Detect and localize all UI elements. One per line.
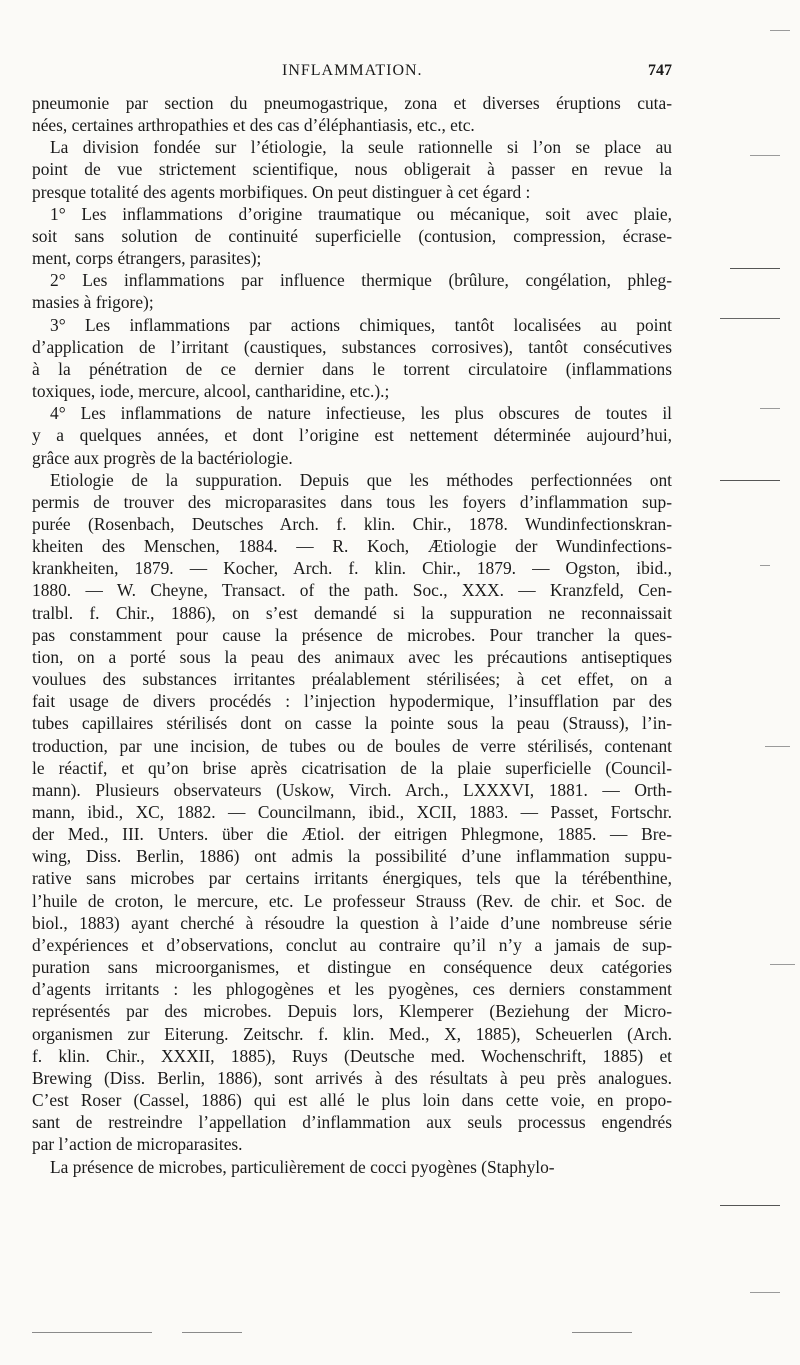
paragraph [32,136,672,202]
footer-mark [32,1332,152,1333]
margin-mark [760,565,770,566]
paragraph [32,402,672,468]
footer-mark [182,1332,242,1333]
text-line: troduction, par une incision, de tubes ou de boules de verre stérilisés, contenant [32,735,672,756]
text-line: l’huile de croton, le mercure, etc. Le professeur Strauss (Rev. de chir. et Soc. de [32,890,672,911]
text-line: y a quelques années, et dont l’origine est nettement déterminée aujourd’hui, [32,425,672,446]
text-line: mann). Plusieurs observateurs (Uskow, Virch. Arch., LXXXVI, 1881. — Orth- [32,779,672,800]
text-line: tion, on a porté sous la peau des animaux avec les précautions antiseptiques [32,646,672,667]
text-line: biol., 1883) ayant cherché à résoudre la question à l’aide d’une nombreuse série [32,912,672,933]
text-line: masies à frigore); [32,292,154,313]
text-line: pas constamment pour cause la présence de microbes. Pour trancher la ques- [32,624,672,645]
paragraph [32,469,672,1156]
text-line: tubes capillaires stérilisés dont on casse la pointe sous la peau (Strauss), l’in- [32,713,672,734]
paragraph [32,269,672,313]
margin-mark [765,746,790,747]
text-line: 3° Les inflammations par actions chimiques, tantôt localisées au point [50,314,672,335]
text-line: der Med., III. Unters. über die Ætiol. der eitrigen Phlegmone, 1885. — Bre- [32,824,672,845]
paragraph [32,314,672,403]
margin-mark [770,964,795,965]
paragraph [32,1156,672,1178]
text-line: ment, corps étrangers, parasites); [32,248,262,269]
text-line: wing, Diss. Berlin, 1886) ont admis la possibilité d’une inflammation suppu- [32,846,672,867]
text-line: Etiologie de la suppuration. Depuis que les méthodes perfectionnées ont [50,469,672,490]
text-line: organismen zur Eiterung. Zeitschr. f. klin. Med., X, 1885), Scheuerlen (Arch. [32,1023,672,1044]
text-line: nées, certaines arthropathies et des cas d’éléphantiasis, etc., etc. [32,115,475,136]
text-line: d’expériences et d’observations, conclut au contraire qu’il n’y a jamais de sup- [32,934,672,955]
running-title: INFLAMMATION. [282,62,423,79]
text-line: krankheiten, 1879. — Kocher, Arch. f. klin. Chir., 1879. — Ogston, ibid., [32,558,672,579]
text-line: pneumonie par section du pneumogastrique, zona et diverses éruptions cuta- [32,93,672,113]
text-line: point de vue strictement scientifique, nous obligerait à passer en revue la [32,159,672,180]
text-line: kheiten des Menschen, 1884. — R. Koch, Ætiologie der Wundinfections- [32,536,672,557]
margin-mark [720,1205,780,1206]
paragraph [32,203,672,269]
text-line: puration sans microorganismes, et distingue en conséquence deux catégories [32,957,672,978]
text-line: La division fondée sur l’étiologie, la seule rationnelle si l’on se place au [50,137,672,158]
text-line: par l’action de microparasites. [32,1134,243,1155]
text-line: d’agents irritants : les phlogogènes et les pyogènes, ces derniers constamment [32,979,672,1000]
text-line: soit sans solution de continuité superficielle (contusion, compression, écrase- [32,225,672,246]
text-line: à la pénétration de ce dernier dans le torrent circulatoire (inflammations [32,358,672,379]
margin-scan-artifacts [710,0,800,1365]
margin-mark [720,318,780,319]
text-line: fait usage de divers procédés : l’injection hypodermique, l’insufflation par des [32,691,672,712]
page-header [32,62,672,88]
margin-mark [720,480,780,481]
margin-mark [750,155,780,156]
text-line: tralbl. f. Chir., 1886), on s’est demandé si la suppuration ne reconnaissait [32,602,672,623]
footer-scan-artifacts [32,1332,732,1336]
text-line: d’application de l’irritant (caustiques, substances corrosives), tantôt consécutives [32,336,672,357]
text-line: toxiques, iode, mercure, alcool, cantharidine, etc.).; [32,381,390,402]
text-line: sant de restreindre l’appellation d’inflammation aux seuls processus engendrés [32,1112,672,1133]
text-line: voulues des substances irritantes préalablement stérilisées; à cet effet, on a [32,669,672,690]
text-line: rative sans microbes par certains irritants énergiques, tels que la térébenthine, [32,868,672,889]
text-line: représentés par des microbes. Depuis lors, Klemperer (Beziehung der Micro- [32,1001,672,1022]
text-line: purée (Rosenbach, Deutsches Arch. f. klin. Chir., 1878. Wundinfectionskran- [32,513,672,534]
page-number: 747 [648,62,672,79]
text-line: C’est Roser (Cassel, 1886) qui est allé le plus loin dans cette voie, en propo- [32,1090,672,1111]
text-line: grâce aux progrès de la bactériologie. [32,447,293,468]
text-line: Brewing (Diss. Berlin, 1886), sont arrivés à des résultats à peu près analogues. [32,1067,672,1088]
text-line: le réactif, et qu’on brise après cicatrisation de la plaie superficielle (Council- [32,757,672,778]
margin-mark [760,408,780,409]
margin-mark [730,268,780,269]
paragraph [32,92,672,136]
margin-mark [750,1292,780,1293]
margin-mark [770,30,790,31]
body-text [32,92,672,1178]
text-line: f. klin. Chir., XXXII, 1885), Ruys (Deutsche med. Wochenschrift, 1885) et [32,1045,672,1066]
text-line: 1880. — W. Cheyne, Transact. of the path. Soc., XXX. — Kranzfeld, Cen- [32,580,672,601]
text-line: 1° Les inflammations d’origine traumatique ou mécanique, soit avec plaie, [50,203,672,224]
text-line: permis de trouver des microparasites dans tous les foyers d’inflammation sup- [32,491,672,512]
text-line: 4° Les inflammations de nature infectieuse, les plus obscures de toutes il [50,403,672,424]
footer-mark [572,1332,632,1333]
text-line: La présence de microbes, particulièrement de cocci pyogènes (Staphylo- [50,1156,555,1177]
text-line: presque totalité des agents morbifiques. On peut distinguer à cet égard : [32,181,531,202]
text-line: 2° Les inflammations par influence thermique (brûlure, congélation, phleg- [50,270,672,291]
text-line: mann, ibid., XC, 1882. — Councilmann, ibid., XCII, 1883. — Passet, Fortschr. [32,802,672,822]
